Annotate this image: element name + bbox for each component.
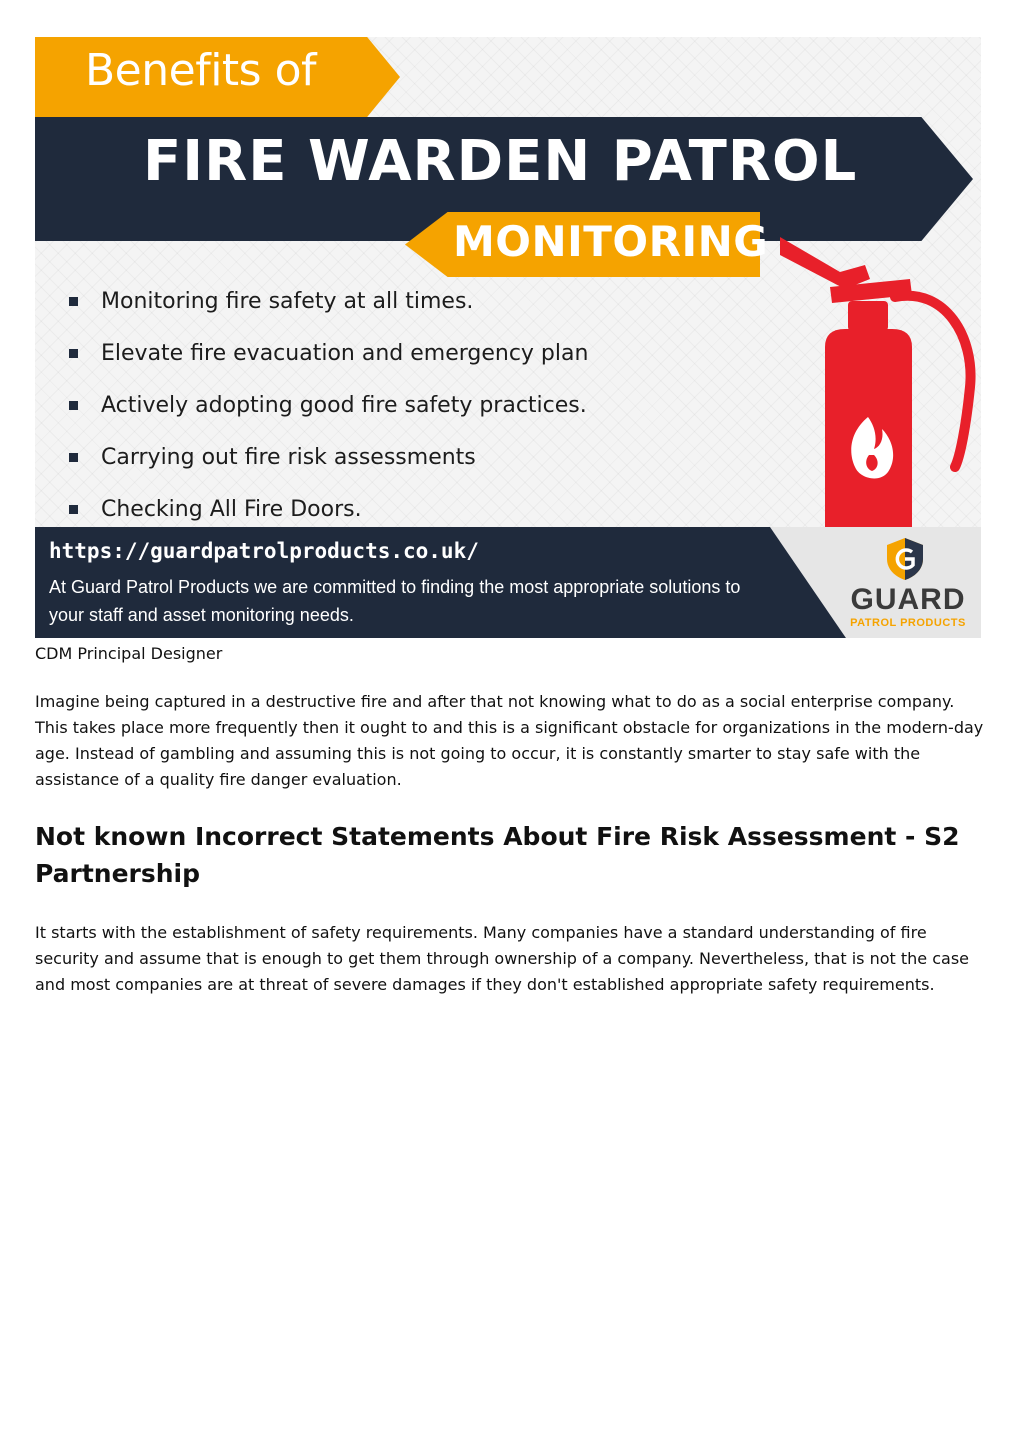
banner-bullet-text: Carrying out fire risk assessments [101,445,476,470]
logo-main-text: GUARD [850,583,966,616]
banner-subtitle: MONITORING [453,217,769,266]
paragraph-body: It starts with the establishment of safety requirements. Many companies have a standard understanding of fire security and assume that is enough to get them through ownership of a company. Nevertheless, that is not the case and most companies are at threat of severe damages if they don't established appropriate safety requirements. [35,923,970,994]
banner-bullet [69,438,588,490]
image-caption: CDM Principal Designer [35,644,223,663]
fire-warden-banner-image [35,37,981,638]
paragraph-intro: Imagine being captured in a destructive fire and after that not knowing what to do as a social enterprise company. This takes place more frequently then it ought to and this is a significant obstacle for organizations in the modern-day age. Instead of gambling and assuming this is not going to occur, it is constantly smarter to stay safe with the assistance of a quality fire danger evaluation. [35,692,984,789]
banner-bullet [69,334,588,386]
banner-commitment-text: At Guard Patrol Products we are committed to finding the most appropriate solutions to your staff and asset monitoring needs. [49,577,741,625]
section-heading: Not known Incorrect Statements About Fire Risk Assessment - S2 Partnership [35,822,960,888]
fire-extinguisher-icon [770,217,980,527]
guard-shield-logo-icon [885,537,925,581]
banner-benefits-text: Benefits of [85,45,316,96]
banner-main-title: FIRE WARDEN PATROL [143,129,858,194]
banner-bullet [69,386,588,438]
banner-bullet-text: Monitoring fire safety at all times. [101,289,474,314]
bullet-square-icon [69,297,78,306]
banner-bullet-list [69,282,588,542]
banner-bullet-text: Actively adopting good fire safety practices. [101,393,587,418]
bullet-square-icon [69,349,78,358]
document-page [35,37,990,998]
bullet-square-icon [69,453,78,462]
banner-url-text: https://guardpatrolproducts.co.uk/ [49,539,479,563]
bullet-square-icon [69,505,78,514]
banner-bullet-text: Checking All Fire Doors. [101,497,362,522]
banner-bullet-text: Elevate fire evacuation and emergency plan [101,341,589,366]
guard-patrol-logo [843,537,973,632]
bullet-square-icon [69,401,78,410]
banner-bullet [69,282,588,334]
logo-sub-text: PATROL PRODUCTS [850,617,966,629]
